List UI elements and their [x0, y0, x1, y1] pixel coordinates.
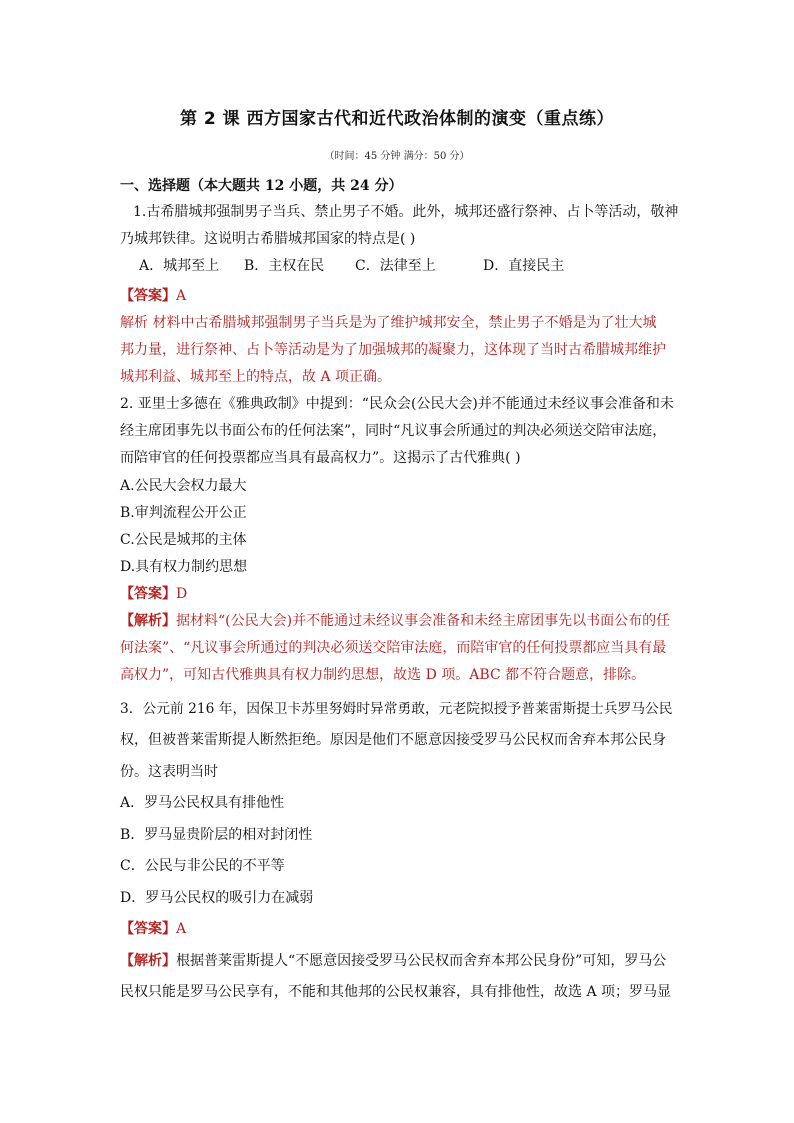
q3-option: D．罗马公民权的吸引力在减弱 [120, 890, 314, 906]
q1-option: D．直接民主 [483, 258, 565, 274]
q2-answer [120, 584, 680, 604]
q1-option: C．法律至上 [355, 258, 436, 274]
page-subtitle: （时间：45 分钟 满分：50 分） [324, 151, 470, 162]
q1-stem-line: 1.古希腊城邦强制男子当兵、禁止男子不婚。此外，城邦还盛行祭神、占卜等活动，敬神 [133, 204, 679, 220]
q1-options [139, 256, 699, 276]
q1-analysis-line: 城邦利益、城邦至上的特点，故 A 项正确。 [120, 369, 392, 385]
answer-value: D [176, 586, 188, 602]
q3-answer [120, 919, 680, 939]
q1-option: B．主权在民 [244, 258, 325, 274]
q3-option: A．罗马公民权具有排他性 [120, 795, 285, 811]
q2-analysis-line: 高权力”，可知古代雅典具有权力制约思想，故选 D 项。ABC 都不符合题意，排除。 [120, 667, 646, 683]
answer-label: 【答案】 [120, 921, 176, 937]
q2-option: D.具有权力制约思想 [120, 559, 248, 575]
q2-stem-line: 而陪审官的任何投票都应当具有最高权力”。这揭示了古代雅典( ) [120, 450, 521, 466]
q3-analysis-line: 民权只能是罗马公民享有，不能和其他邦的公民权兼容，具有排他性，故选 A 项；罗马显 [120, 984, 672, 1000]
answer-label: 【答案】 [120, 586, 176, 602]
q1-analysis-line: 解析 材料中古希腊城邦强制男子当兵是为了维护城邦安全，禁止男子不婚是为了壮大城 [120, 315, 657, 331]
analysis-text: 根据普莱雷斯提人“不愿意因接受罗马公民权而舍弃本邦公民身份”可知，罗马公 [176, 953, 667, 969]
q2-analysis-line: 何法案”、“凡议事会所通过的判决必须送交陪审法庭，而陪审官的任何投票都应当具有最 [120, 640, 667, 656]
q1-analysis-line: 邦力量，进行祭神、占卜等活动是为了加强城邦的凝聚力，这体现了当时古希腊城邦维护 [120, 342, 666, 358]
answer-label: 【答案】 [120, 288, 176, 304]
q3-option: C．公民与非公民的不平等 [120, 858, 285, 874]
analysis-label: 【解析】 [120, 613, 176, 629]
section-heading: 一、选择题（本大题共 12 小题，共 24 分） [120, 178, 403, 194]
page-title: 第 2 课 西方国家古代和近代政治体制的演变（重点练） [179, 109, 615, 129]
answer-value: A [176, 921, 187, 937]
q3-stem-line: 份。这表明当时 [120, 764, 218, 780]
q2-option: C.公民是城邦的主体 [120, 532, 247, 548]
q3-stem-line: 3．公元前 216 年，因保卫卡苏里努姆时异常勇敢，元老院拟授予普莱雷斯提士兵罗马公民 [120, 701, 673, 717]
q2-stem-line: 经主席团事先以书面公布的任何法案”，同时“凡议事会所通过的判决必须送交陪审法庭， [120, 423, 667, 439]
q1-stem-line: 乃城邦铁律。这说明古希腊城邦国家的特点是( ) [120, 231, 416, 247]
q3-stem-line: 权，但被普莱雷斯提人断然拒绝。原因是他们不愿意因接受罗马公民权而舍弃本邦公民身 [120, 732, 666, 748]
q2-analysis-line [120, 611, 680, 631]
analysis-label: 【解析】 [120, 953, 176, 969]
analysis-text: 据材料“(公民大会)并不能通过未经议事会准备和未经主席团事先以书面公布的任 [176, 613, 671, 629]
answer-value: A [176, 288, 187, 304]
q2-option: A.公民大会权力最大 [120, 478, 247, 494]
q1-answer [120, 286, 680, 306]
q2-stem-line: 2. 亚里士多德在《雅典政制》中提到：“民众会(公民大会)并不能通过未经议事会准备和未 [120, 396, 674, 412]
q3-option: B．罗马显贵阶层的相对封闭性 [120, 827, 313, 843]
q3-analysis-line [120, 951, 680, 971]
q2-option: B.审判流程公开公正 [120, 505, 247, 521]
q1-option: A．城邦至上 [139, 258, 220, 274]
